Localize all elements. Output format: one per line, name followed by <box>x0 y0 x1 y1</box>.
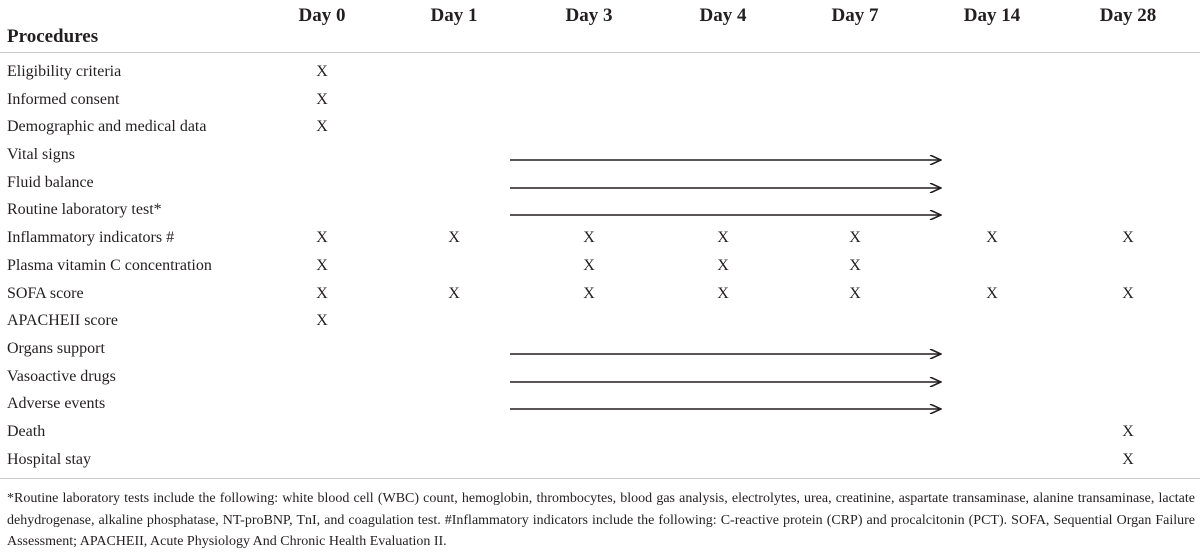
header-rule <box>0 52 1200 53</box>
table-row <box>0 448 1200 476</box>
row-label: Inflammatory indicators # <box>7 229 175 247</box>
schedule-mark: X <box>717 229 729 247</box>
schedule-mark: X <box>717 284 729 302</box>
table-row <box>0 88 1200 116</box>
table-row <box>0 420 1200 448</box>
table-row <box>0 365 1200 393</box>
row-label: SOFA score <box>7 284 84 302</box>
table-row <box>0 115 1200 143</box>
schedule-mark: X <box>316 90 328 108</box>
day-header-1: Day 1 <box>430 5 478 26</box>
table-row <box>0 254 1200 282</box>
schedule-mark: X <box>316 229 328 247</box>
row-label: Hospital stay <box>7 450 91 468</box>
duration-arrow <box>510 210 942 220</box>
table-row <box>0 60 1200 88</box>
duration-arrow <box>510 377 942 387</box>
schedule-mark: X <box>448 284 460 302</box>
procedures-column-header: Procedures <box>7 26 99 47</box>
day-header-28: Day 28 <box>1099 5 1157 26</box>
schedule-mark: X <box>316 284 328 302</box>
table-row <box>0 392 1200 420</box>
row-label: Eligibility criteria <box>7 63 122 80</box>
schedule-mark: X <box>1122 450 1134 468</box>
table-row <box>0 143 1200 171</box>
schedule-mark: X <box>1122 422 1134 440</box>
day-header-0: Day 0 <box>298 5 346 26</box>
schedule-mark: X <box>717 256 729 274</box>
table-row <box>0 171 1200 199</box>
schedule-mark: X <box>316 63 328 80</box>
schedule-mark: X <box>583 229 595 247</box>
duration-arrow <box>510 155 942 165</box>
row-label: APACHEII score <box>7 312 118 330</box>
duration-arrow <box>510 404 942 414</box>
table-body <box>0 60 1200 475</box>
schedule-mark: X <box>849 229 861 247</box>
day-header-4: Day 4 <box>699 5 747 26</box>
schedule-mark: X <box>1122 229 1134 247</box>
row-label: Informed consent <box>7 90 120 108</box>
table-row <box>0 337 1200 365</box>
schedule-mark: X <box>583 256 595 274</box>
schedule-mark: X <box>583 284 595 302</box>
duration-arrow <box>510 183 942 193</box>
table-header <box>0 0 1200 52</box>
row-label: Fluid balance <box>7 173 94 191</box>
table-row <box>0 226 1200 254</box>
row-label: Organs support <box>7 339 105 357</box>
row-label: Adverse events <box>7 395 106 413</box>
schedule-mark: X <box>849 256 861 274</box>
table-row <box>0 282 1200 310</box>
row-label: Routine laboratory test* <box>7 201 162 219</box>
row-label: Plasma vitamin C concentration <box>7 256 212 274</box>
schedule-mark: X <box>1122 284 1134 302</box>
schedule-mark: X <box>448 229 460 247</box>
row-label: Vital signs <box>7 146 75 164</box>
row-label: Death <box>7 422 46 440</box>
schedule-mark: X <box>849 284 861 302</box>
table-row <box>0 309 1200 337</box>
row-label: Vasoactive drugs <box>7 367 116 385</box>
schedule-mark: X <box>986 284 998 302</box>
table-bottom-rule <box>0 478 1200 479</box>
table-row <box>0 198 1200 226</box>
row-label: Demographic and medical data <box>7 118 207 136</box>
schedule-mark: X <box>316 312 328 330</box>
duration-arrow <box>510 349 942 359</box>
schedule-mark: X <box>986 229 998 247</box>
schedule-mark: X <box>316 256 328 274</box>
table-footnote: *Routine laboratory tests include the following: white blood cell (WBC) count, hemoglobin, thrombocytes, blood gas analysis, electrolytes, urea, creatinine, aspartate transaminase, alanine transaminase, lactate dehydrogenase, alkaline phosphatase, NT-proBNP, TnI, and coagulation test. #Inflammatory indicators include the following: C-reactive protein (CRP) and procalcitonin (PCT). SOFA, Sequential Organ Failure Assessment; APACHEII, Acute Physiology And Chronic Health Evaluation II. <box>7 491 1195 549</box>
day-header-14: Day 14 <box>963 5 1021 26</box>
day-header-3: Day 3 <box>565 5 613 26</box>
schedule-mark: X <box>316 118 328 136</box>
day-header-7: Day 7 <box>831 5 879 26</box>
